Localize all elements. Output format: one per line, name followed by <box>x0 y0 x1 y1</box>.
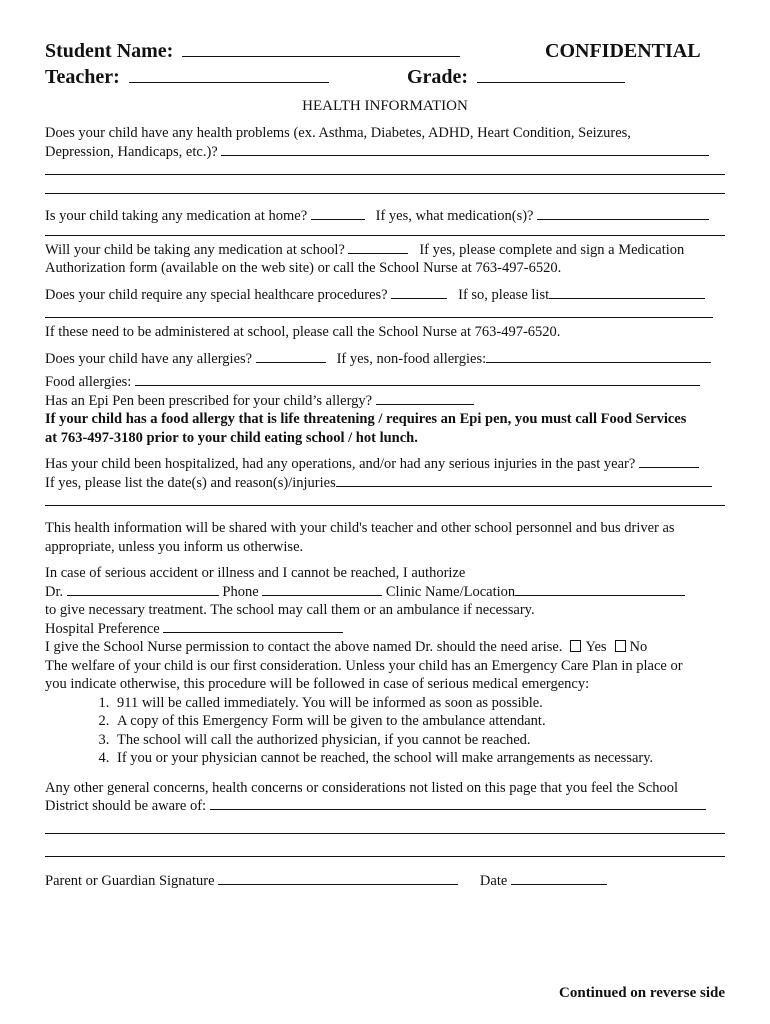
q-med-home: Is your child taking any medication at home? If yes, what medication(s)? <box>45 207 725 226</box>
permission-line: I give the School Nurse permission to contact the above named Dr. should the need arise. Yes No <box>45 639 648 655</box>
share-notice-1: This health information will be shared with your child's teacher and other school personnel and bus driver as <box>45 520 675 536</box>
date-field[interactable] <box>511 872 607 885</box>
health-problems-line-3[interactable] <box>45 180 725 194</box>
grade-field[interactable] <box>477 66 625 83</box>
epipen-field[interactable] <box>376 392 474 405</box>
procedures-line-2[interactable] <box>45 304 713 318</box>
med-home-list-field[interactable] <box>537 207 709 220</box>
concerns-2: District should be aware of: <box>45 797 725 816</box>
list-item: 1. 911 will be called immediately. You will be informed as soon as possible. <box>113 694 725 713</box>
list-item: 4. If you or your physician cannot be reached, the school will make arrangements as necessary. <box>113 749 725 768</box>
hospital-pref-field[interactable] <box>163 620 343 633</box>
med-home-line-2[interactable] <box>45 226 725 236</box>
procedures-note: If these need to be administered at school, please call the School Nurse at 763-497-6520. <box>45 324 561 340</box>
q-food-allergies: Food allergies: <box>45 373 725 392</box>
no-checkbox[interactable] <box>615 640 626 652</box>
hospital-details-field[interactable] <box>336 474 712 487</box>
q-med-school-line2: Authorization form (available on the web site) or call the School Nurse at 763-497-6520. <box>45 260 562 276</box>
hospital-details-line-2[interactable] <box>45 492 725 506</box>
q-med-school: Will your child be taking any medication at school? If yes, please complete and sign a Medication <box>45 241 685 258</box>
student-name-field[interactable] <box>182 40 460 57</box>
confidential-label: CONFIDENTIAL <box>545 40 701 62</box>
student-name-label: Student Name: <box>45 40 174 62</box>
continued-note: Continued on reverse side <box>559 985 725 1001</box>
health-form <box>45 38 725 890</box>
health-problems-field[interactable] <box>221 143 709 156</box>
header-row-2 <box>45 64 725 90</box>
food-allergy-notice-2: at 763-497-3180 prior to your child eating school / hot lunch. <box>45 429 418 446</box>
list-item: 3. The school will call the authorized physician, if you cannot be reached. <box>113 731 725 750</box>
teacher-field[interactable] <box>129 66 329 83</box>
signature-line: Parent or Guardian Signature Date <box>45 872 725 891</box>
med-home-field[interactable] <box>311 207 365 220</box>
procedures-field[interactable] <box>391 286 447 299</box>
health-problems-line-2[interactable] <box>45 161 725 175</box>
treatment-line: to give necessary treatment. The school may call them or an ambulance if necessary. <box>45 602 535 618</box>
q-hospital-1: Has your child been hospitalized, had any operations, and/or had any serious injuries in the past year? <box>45 455 725 474</box>
header-row-1 <box>45 38 725 64</box>
hospital-pref-line: Hospital Preference <box>45 620 725 639</box>
procedures-list-field[interactable] <box>549 286 705 299</box>
list-item: 2. A copy of this Emergency Form will be given to the ambulance attendant. <box>113 712 725 731</box>
non-food-allergies-field[interactable] <box>486 350 711 363</box>
concerns-field[interactable] <box>210 797 706 810</box>
doctor-field[interactable] <box>67 583 219 596</box>
q-health-line2: Depression, Handicaps, etc.)? <box>45 143 725 162</box>
concerns-1: Any other general concerns, health concerns or considerations not listed on this page that you feel the School <box>45 779 678 796</box>
clinic-field[interactable] <box>515 583 685 596</box>
q-epipen: Has an Epi Pen been prescribed for your child’s allergy? <box>45 392 725 411</box>
q-health-line1: Does your child have any health problems (ex. Asthma, Diabetes, ADHD, Heart Condition, Seizures, <box>45 125 631 141</box>
authorize-line: In case of serious accident or illness and I cannot be reached, I authorize <box>45 565 466 581</box>
phone-field[interactable] <box>262 583 382 596</box>
doctor-line: Dr. Phone Clinic Name/Location <box>45 583 725 602</box>
concerns-line-3[interactable] <box>45 843 725 857</box>
med-school-field[interactable] <box>348 241 408 254</box>
q-procedures: Does your child require any special healthcare procedures? If so, please list <box>45 286 725 305</box>
concerns-line-2[interactable] <box>45 820 725 834</box>
food-allergies-field[interactable] <box>135 373 700 386</box>
q-allergies: Does your child have any allergies? If yes, non-food allergies: <box>45 350 725 369</box>
share-notice-2: appropriate, unless you inform us otherwise. <box>45 538 304 555</box>
emergency-steps <box>45 694 725 768</box>
welfare-2: you indicate otherwise, this procedure will be followed in case of serious medical emergency: <box>45 676 590 692</box>
allergies-field[interactable] <box>256 350 326 363</box>
teacher-label: Teacher: <box>45 66 120 88</box>
food-allergy-notice-1: If your child has a food allergy that is life threatening / requires an Epi pen, you must call Food Services <box>45 411 687 427</box>
section-title: HEALTH INFORMATION <box>302 98 468 114</box>
q-hospital-2: If yes, please list the date(s) and reason(s)/injuries <box>45 474 725 493</box>
signature-field[interactable] <box>218 872 458 885</box>
hospitalized-field[interactable] <box>639 455 699 468</box>
no-label: No <box>629 639 648 655</box>
welfare-1: The welfare of your child is our first consideration. Unless your child has an Emergency Care Plan in place or <box>45 657 683 674</box>
yes-checkbox[interactable] <box>570 640 581 652</box>
yes-label: Yes <box>585 639 607 655</box>
grade-label: Grade: <box>407 66 469 88</box>
